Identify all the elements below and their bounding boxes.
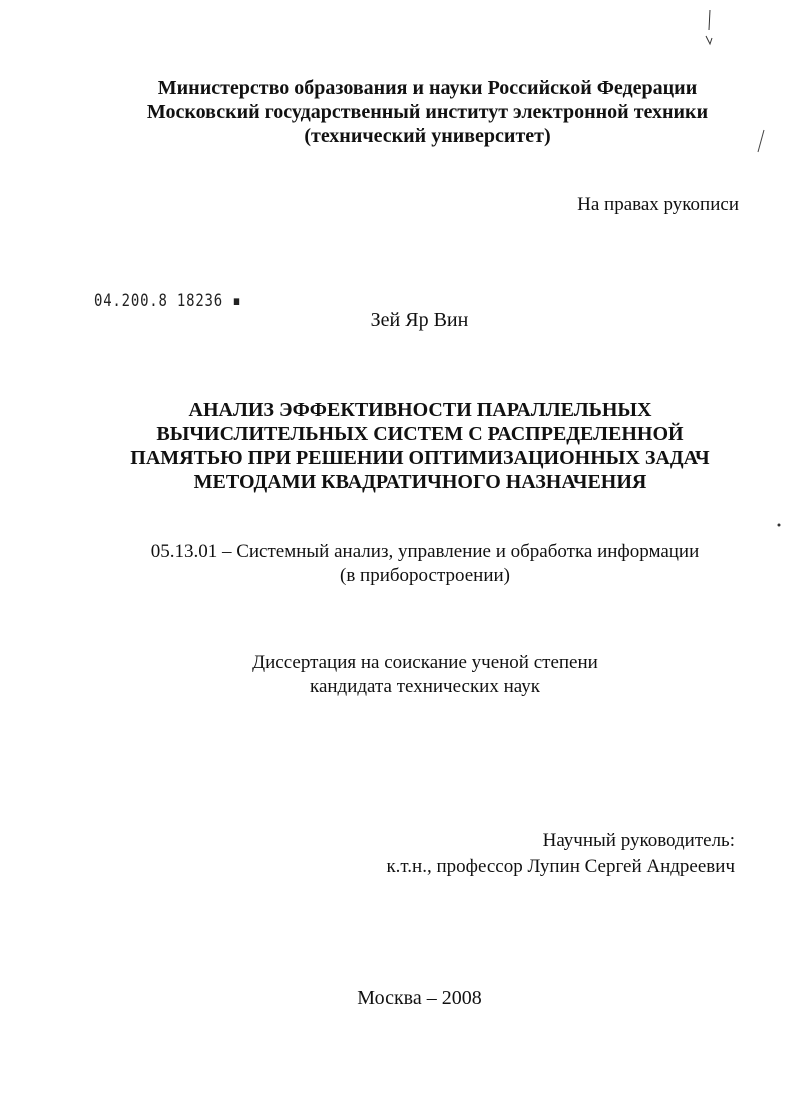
- scan-dot: [776, 522, 782, 528]
- supervisor-label: Научный руководитель:: [542, 830, 735, 851]
- supervisor-name: к.т.н., профессор Лупин Сергей Андреевич: [386, 856, 735, 877]
- degree-line: Диссертация на соискание ученой степени: [252, 652, 598, 673]
- title-line: АНАЛИЗ ЭФФЕКТИВНОСТИ ПАРАЛЛЕЛЬНЫХ: [188, 399, 652, 421]
- degree-line: кандидата технических наук: [310, 676, 540, 697]
- specialty-code-line: 05.13.01 – Системный анализ, управление и обработка информации: [150, 541, 700, 562]
- specialty-field-line: (в приборостроении): [340, 565, 510, 586]
- author-name-text: Зей Яр Вин: [370, 309, 469, 331]
- title-line: ВЫЧИСЛИТЕЛЬНЫХ СИСТЕМ С РАСПРЕДЕЛЕННОЙ: [156, 423, 684, 445]
- supervisor-block: [386, 828, 735, 880]
- dissertation-title: [60, 398, 780, 494]
- ministry-header: [60, 76, 795, 148]
- specialty: [60, 540, 790, 588]
- stamp-mark: ▪: [222, 291, 242, 311]
- manuscript-note: На правах рукописи: [577, 194, 739, 215]
- degree-statement: [60, 651, 790, 699]
- city-year-text: Москва – 2008: [357, 987, 482, 1009]
- title-line: ПАМЯТЬЮ ПРИ РЕШЕНИИ ОПТИМИЗАЦИОННЫХ ЗАДАЧ: [130, 447, 710, 469]
- scan-mark-top-right: [700, 8, 720, 48]
- ministry-line: Министерство образования и науки Российской Федерации: [157, 77, 698, 99]
- university-line: (технический университет): [304, 125, 551, 147]
- institute-line: Московский государственный институт электронной техники: [146, 101, 709, 123]
- library-stamp-number: 04.200.8 18236: [94, 291, 223, 311]
- city-year: [0, 986, 795, 1010]
- author-name: [0, 308, 795, 332]
- title-line: МЕТОДАМИ КВАДРАТИЧНОГО НАЗНАЧЕНИЯ: [193, 471, 647, 493]
